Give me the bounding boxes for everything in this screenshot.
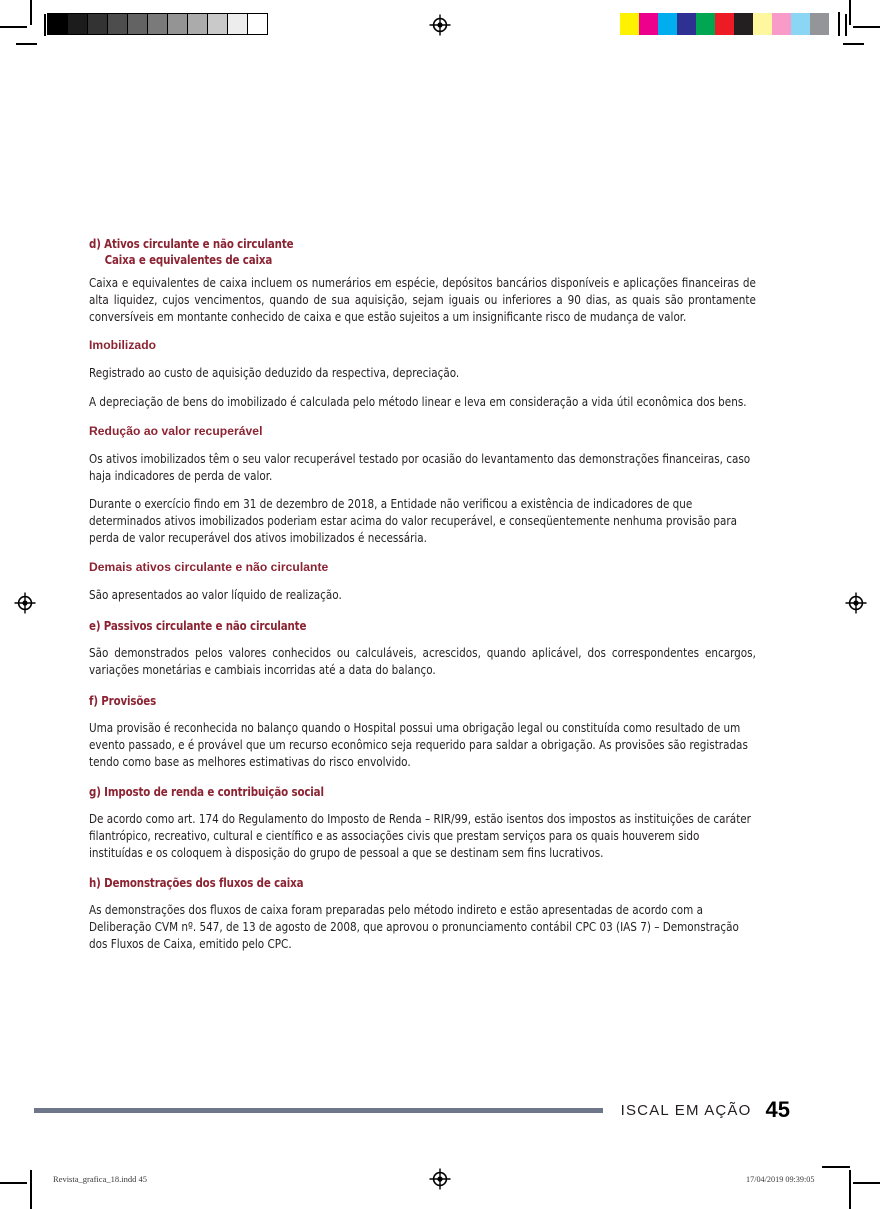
crop-mark-top-left-inner [16,43,37,45]
gray-swatch-9 [227,14,247,34]
gray-swatch-10 [247,14,267,34]
slug-timestamp: 17/04/2019 09:39:05 [746,1175,815,1184]
paragraph-caixa-equivalentes: Caixa e equivalentes de caixa incluem os numerários em espécie, depósitos bancários disponíveis e aplicações financeiras de alta liquidez, cujos vencimentos, quando de sua aquisição, sejam iguais ou inferiores a 90 dias, as quais são prontamente conversíveis em montante conhecido de caixa e que estão sujeitos a um insignificante risco de mudança de valor. [89,275,756,324]
heading-d-ativos: d) Ativos circulante e não circulante [89,236,294,251]
color-swatch-7 [753,13,772,35]
paragraph-passivos: São demonstrados pelos valores conhecidos ou calculáveis, acrescidos, quando aplicável, dos correspondentes encargos, variações monetárias e cambiais incorridas até a data do balanço. [89,646,756,677]
crop-mark-bottom-left-vertical [30,1170,32,1209]
crop-mark-top-right-inner [843,43,864,45]
crop-mark-top-right-vertical [849,0,851,25]
crop-mark-bottom-right-horizontal [853,1182,880,1184]
color-swatch-3 [677,13,696,35]
crop-mark-top-left-edge-vertical [44,14,46,36]
crop-mark-top-right-edge-vertical [845,14,847,36]
color-swatch-5 [715,13,734,35]
crop-mark-bottom-left-horizontal [0,1182,27,1184]
footer-brand-label: ISCAL EM AÇÃO [620,1101,752,1119]
paragraph-provisoes: Uma provisão é reconhecida no balanço quando o Hospital possui uma obrigação legal ou constituída como resultado de um evento passado, e é provável que um recurso econômico seja requerido para saldar a obrigação. As provisões são registradas tendo como base as melhores estimativas do risco envolvido. [89,721,748,770]
gray-swatch-5 [147,14,167,34]
color-swatch-8 [772,13,791,35]
gray-swatch-3 [107,14,127,34]
slug-filename: Revista_grafica_18.indd 45 [53,1174,147,1184]
heading-g-imposto-renda: g) Imposto de renda e contribuição social [89,783,324,799]
color-swatch-4 [696,13,715,35]
crop-mark-top-left-vertical [30,0,32,25]
registration-target-icon-top [429,14,451,36]
page-number: 45 [765,1097,790,1122]
page-footer [34,1097,790,1123]
footer-divider-rule [34,1108,603,1113]
registration-target-icon-left [14,592,36,614]
gray-swatch-2 [87,14,107,34]
crop-mark-bottom-right-vertical [849,1170,851,1209]
page-content [89,236,791,953]
gray-swatch-1 [67,14,87,34]
grayscale-step-wedge [47,13,268,35]
heading-e-passivos: e) Passivos circulante e não circulante [89,617,307,633]
paragraph-fluxos-caixa: As demonstrações dos fluxos de caixa foram preparadas pelo método indireto e estão apresentadas de acordo com a Deliberação CVM nº. 547, de 13 de agosto de 2008, que aprovou o pronunciamento contábil CPC 03 (IAS 7) – Demonstração dos Fluxos de Caixa, emitido pelo CPC. [89,903,739,952]
paragraph-demais-ativos: São apresentados ao valor líquido de realização. [89,587,342,602]
paragraph-reducao-testado: Os ativos imobilizados têm o seu valor recuperável testado por ocasião do levantamento das demonstrações financeiras, caso haja indicadores de perda de valor. [89,451,751,483]
crop-mark-top-right-horizontal [853,26,880,28]
color-swatch-6 [734,13,753,35]
color-swatch-0 [620,13,639,35]
crop-mark-bottom-right-inner [822,1166,850,1168]
paragraph-reducao-exercicio: Durante o exercício findo em 31 de dezembro de 2018, a Entidade não verificou a existência de indicadores de que determinados ativos imobilizados poderiam estar acima do valor recuperável, e conseqüentemente nenhuma provisão para perda de valor recuperável dos ativos imobilizados é necessária. [89,497,738,546]
heading-reducao-valor-recuperavel: Redução ao valor recuperável [89,423,263,438]
gray-swatch-8 [207,14,227,34]
registration-target-icon-bottom [429,1168,451,1190]
heading-h-fluxos-caixa: h) Demonstrações dos fluxos de caixa [89,874,304,890]
gray-swatch-6 [167,14,187,34]
heading-imobilizado: Imobilizado [89,338,157,353]
color-swatch-2 [658,13,677,35]
paragraph-imposto-renda: De acordo como art. 174 do Regulamento do Imposto de Renda – RIR/99, estão isentos dos impostos as instituições de caráter filantrópico, recreativo, cultural e científico e as associações civis que prestam serviços para os quais houverem sido instituídas e os coloquem à disposição do grupo de pessoal a que se destinam sem fins lucrativos. [89,812,751,861]
gray-swatch-0 [48,14,67,34]
heading-f-provisoes: f) Provisões [89,692,157,708]
gray-swatch-7 [187,14,207,34]
heading-caixa-equivalentes: Caixa e equivalentes de caixa [104,252,273,268]
color-control-bar [620,13,829,35]
gray-swatch-4 [127,14,147,34]
color-swatch-9 [791,13,810,35]
heading-demais-ativos: Demais ativos circulante e não circulante [89,560,329,575]
registration-target-icon-right [845,592,867,614]
paragraph-imobilizado-custo: Registrado ao custo de aquisição deduzido da respectiva, depreciação. [89,366,460,381]
paragraph-imobilizado-depreciacao: A depreciação de bens do imobilizado é calculada pelo método linear e leva em consideração a vida útil econômica dos bens. [89,395,747,410]
color-bar-edge-rule [838,12,840,36]
color-swatch-10 [810,13,829,35]
color-swatch-1 [639,13,658,35]
crop-mark-top-left-horizontal [0,26,27,28]
